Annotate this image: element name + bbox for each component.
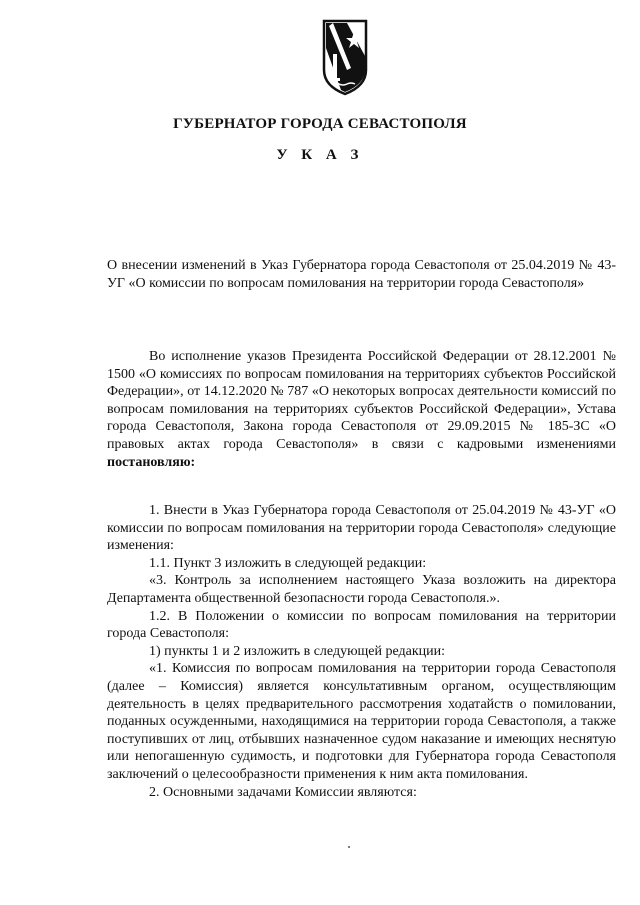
item-1-2-1: 1) пункты 1 и 2 изложить в следующей редакции: xyxy=(149,643,446,659)
item-1: 1. Внести в Указ Губернатора города Севастополя от 25.04.2019 № 43-УГ «О комиссии по вопросам помилования на территории города Севастополя» следующие изменения: xyxy=(107,503,616,554)
document-type-heading: У К А З xyxy=(276,147,364,163)
scan-speck xyxy=(348,846,350,848)
coat-of-arms-icon xyxy=(321,18,369,96)
decree-word: постановляю: xyxy=(107,454,196,470)
decree-title-block xyxy=(107,257,616,292)
preamble-text: Во исполнение указов Президента Российской Федерации от 28.12.2001 № 1500 «О комиссиях по вопросам помилования на территориях субъектов Российской Федерации», от 14.12.2020 № 787 «О некоторых вопросах деятельности комиссий по вопросам помилования на территориях субъектов Российской Федерации», Устава города Севастополя, Закона города Севастополя от 29.09.2015 № 185-ЗС «О правовых актах города Севастополя» в связи с кадровыми изменениями xyxy=(107,349,616,452)
decree-body xyxy=(107,502,616,801)
item-1-2: 1.2. В Положении о комиссии по вопросам помилования на территории города Севастополя: xyxy=(107,608,616,642)
item-1-1-quote: «3. Контроль за исполнением настоящего Указа возложить на директора Департамента общественной безопасности города Севастополя.». xyxy=(107,573,616,606)
preamble-block xyxy=(107,348,616,471)
authority-heading: ГУБЕРНАТОР ГОРОДА СЕВАСТОПОЛЯ xyxy=(173,116,467,132)
item-2: 2. Основными задачами Комиссии являются: xyxy=(149,784,417,800)
item-1-2-1-quote: «1. Комиссия по вопросам помилования на территории города Севастополя (далее – Комиссия) является консультативным органом, осуществляющим деятельность в целях предварительного рассмотрения ходатайств о помиловании, поданных осужденными, находящимися на территории города Севастополя, а также поступивших от лиц, отбывших назначенное судом наказание и имеющих неснятую или непогашенную судимость, и подготовки для Губернатора города Севастополя заключений о целесообразности применения к ним акта помилования. xyxy=(107,661,616,782)
decree-title: О внесении изменений в Указ Губернатора города Севастополя от 25.04.2019 № 43-УГ «О комиссии по вопросам помилования на территории города Севастополя» xyxy=(107,258,616,291)
item-1-1: 1.1. Пункт 3 изложить в следующей редакции: xyxy=(149,555,427,571)
